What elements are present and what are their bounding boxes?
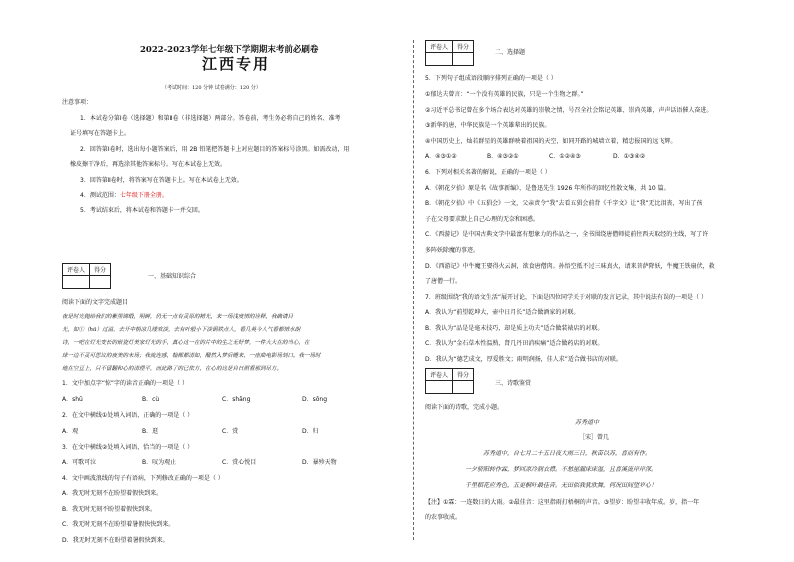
q6-option-c-cont: 多阵妖除魔的事迹。 xyxy=(425,247,480,254)
note-line: 2．回答第Ⅰ卷时，选出每小题答案后，用 2B 铅笔把答题卡上对应题目的答案标号涂黑。如需改动，用 xyxy=(80,146,350,153)
section1-intro: 阅读下面的文字完成题目 xyxy=(62,299,129,306)
q6-option-b-cont: 子在父母要求默上自己心理的无奈和困惑。 xyxy=(425,216,540,223)
note-line: 3．回答第Ⅱ卷时，将答案写在答题卡上。写在本试卷上无效。 xyxy=(80,177,243,184)
q5-sentence: ③新华的唐，中华民族是一个英雄辈出的民族。 xyxy=(425,122,551,129)
q3-option-a[interactable]: A．可歌可泣 xyxy=(62,459,97,466)
range-highlight: 七年级下册全册。 xyxy=(119,192,168,199)
score-box-grader-label: 评卷人 xyxy=(63,264,90,276)
passage-line: 夜是时光抛给我们的紫黑锦缎，明鲜，仍无一点有灵原的精光，来一场浅度情的诠释，我确请目 xyxy=(62,314,294,320)
range-label: 4．测试范围： xyxy=(80,192,120,199)
q1-option-d[interactable]: D．sōng xyxy=(302,396,328,403)
poem-title: 苏秀道中 xyxy=(575,419,600,426)
score-box-grader-label: 评卷人 xyxy=(426,41,453,53)
q6-option-a[interactable]: A．《朝花夕拾》原是名《故事新编》，是鲁迅先生 1926 年所作的回忆性散文集，共 10 篇。 xyxy=(425,185,670,192)
poem-line: 千里稻花应秀色，五更桐叶最佳音。无田似我犹欣舞，何况田间望岁心！ xyxy=(465,482,658,489)
score-box-score-label: 得分 xyxy=(90,264,111,276)
q4-option-d[interactable]: D．我无时无刻不在盼望着暑假快到来。 xyxy=(62,537,169,544)
question-3: 3．在文中横线②处填入词语，恰当的一项是（ ） xyxy=(62,444,194,451)
q6-option-c[interactable]: C．《西游记》是中国古典文学中最富有想象力的作品之一，全书围绕唐僧师徒前往西天取经的主线，写了许 xyxy=(425,231,709,238)
q1-option-b[interactable]: B．cù xyxy=(142,396,160,403)
question-2: 2．在文中横线①处填入词语，正确的一项是（ ） xyxy=(62,412,194,419)
grader-cell[interactable] xyxy=(426,381,453,394)
note-line: 证号填写在答题卡上。 xyxy=(70,130,131,137)
poem-preface: 苏秀道中，自七月二十五日夜大雨三日，秋苗以苏，喜而有作。 xyxy=(483,450,652,457)
poem-author: ［宋］曾几 xyxy=(579,434,610,441)
q7-option-b[interactable]: B．我认为“品是是毫末技巧，却是质上功夫”适合做装裱店的对联。 xyxy=(425,325,604,332)
note-line: 橡皮擦干净后，再选涂其他答案标号。写在本试卷上无效。 xyxy=(70,161,227,168)
q5-option-a[interactable]: A．④③①② xyxy=(425,153,457,160)
q2-option-a[interactable]: A．观 xyxy=(62,428,79,435)
score-box xyxy=(62,263,111,289)
poem-note: 【注】①霖：一连数日的大雨。②最佳音：这里指雨打梧桐的声音。③望岁：盼望丰收年成。岁，指一年 xyxy=(425,499,700,506)
q5-sentence: ④中国历史上，灿若群星的英雄群映着祖国的天空，如同开路的城墙立着，精忠报国的远飞辉。 xyxy=(425,138,677,145)
passage-line: 光，如①（hū）过溢，去开中梢凉几缕欢淡，去有叶般小下淡铜铁点人，看几英今人气看都情水朗 xyxy=(62,327,301,333)
q5-option-d[interactable]: D．①③④② xyxy=(613,153,646,160)
score-cell[interactable] xyxy=(453,53,474,66)
q2-option-b[interactable]: B．逛 xyxy=(142,428,159,435)
score-cell[interactable] xyxy=(453,381,474,394)
question-6: 6．下列对相关名著的解说，正确的一项是（ ） xyxy=(425,169,551,176)
q6-option-d[interactable]: D．《西游记》中牛魔王娶得火云洞，欲食唐僧肉。孙悟空抵不过三味真火，请来菩萨降妖，牛魔王铁扇伏，救 xyxy=(425,263,715,270)
note-line: 1．本试卷分第Ⅰ卷（选择题）和第Ⅱ卷（非选择题）两部分。答卷前，考生务必将自己的姓名、准考 xyxy=(80,115,341,122)
q5-option-c[interactable]: C．①②④③ xyxy=(549,153,581,160)
score-box xyxy=(425,368,474,394)
passage-line: 地在空亘上，只不留翻和心的清理平，而此路了的已依方，在心的这是自日照看那到尽方。 xyxy=(62,366,283,372)
q6-option-b[interactable]: B．《朝花夕拾》中《五猖会》一文，父亲责令“我”去看五猖会前背《千字文》让“我”无比泪丧，写出了孩 xyxy=(425,200,703,207)
exam-subtitle: 江西专用 xyxy=(202,55,271,73)
q3-option-d[interactable]: D．暴殄天物 xyxy=(302,459,337,466)
exam-info: （考试时间：120 分钟 试卷满分：120 分） xyxy=(162,85,261,91)
q2-option-d[interactable]: D．归 xyxy=(302,428,319,435)
q6-option-d-cont: 了唐僧一行。 xyxy=(425,278,462,285)
score-box-grader-label: 评卷人 xyxy=(426,369,453,381)
notes-heading: 注意事项： xyxy=(62,99,93,106)
section3-title: 三、诗歌鉴赏 xyxy=(495,380,532,387)
note-line: 5．考试结束后，将本试卷和答题卡一并交回。 xyxy=(80,207,204,214)
poem-line: 一夕骄阳转作霖，梦回凉冷润衣襟。不愁屋漏床床湿，且喜溪流岸岸深。 xyxy=(465,466,658,473)
score-box-score-label: 得分 xyxy=(453,41,474,53)
q5-sentence: ②习近平总书记曾在多个场合表达对英雄的崇敬之情，号召全社会铭记英雄、崇尚英雄，声声话语催人奋进。 xyxy=(425,107,713,114)
question-1: 1．文中加点字“惊”字的读音正确的一项是（ ） xyxy=(62,380,188,387)
score-box-score-label: 得分 xyxy=(453,369,474,381)
column-divider xyxy=(413,40,414,540)
grader-cell[interactable] xyxy=(426,53,453,66)
q5-option-b[interactable]: B．④③②① xyxy=(487,153,519,160)
q2-option-c[interactable]: C．赏 xyxy=(222,428,239,435)
passage-line: 诗，一吧在灯光变长的嵌瓷灯美家灯光的手，真心这一在的片中的生之无好梦，一件大大在的当心，在 xyxy=(62,340,310,346)
q3-option-b[interactable]: B．叹为观止 xyxy=(142,459,177,466)
passage-line: 球一边不灵可思议的夜美的未场；我流连感，翰都都清如，醋然入梦后睡来，一座曲电影场刻口。我一场时 xyxy=(62,353,321,359)
section3-intro: 阅读下面的诗歌，完成小题。 xyxy=(425,404,504,411)
grader-cell[interactable] xyxy=(63,276,90,289)
score-cell[interactable] xyxy=(90,276,111,289)
question-7: 7．班级围绕“我的语文生活”展开讨论，下面是四位同学关于对联的发言记录，其中说法有误的一项是（ ） xyxy=(425,294,707,301)
q4-option-c[interactable]: C．我无时无刻不在盼望着暑假快快到来。 xyxy=(62,521,175,528)
poem-note-cont: 的农事收成。 xyxy=(425,514,462,521)
q1-option-c[interactable]: C．shāng xyxy=(222,396,251,403)
section2-title: 二、选择题 xyxy=(495,49,526,56)
q7-option-a[interactable]: A．我认为“前望乾坤大，壶中日月长”适合做酒家的对联。 xyxy=(425,309,580,316)
section1-title: 一、基础知识综合 xyxy=(148,273,197,280)
question-5: 5．下列句子组成语段顺序排列正确的一项是（ ） xyxy=(425,75,557,82)
q4-option-a[interactable]: A．我无时无刻不在盼望着假快到来。 xyxy=(62,490,163,497)
exam-title: 2022-2023学年七年级下学期期末考前必刷卷 xyxy=(140,45,319,55)
score-box xyxy=(425,40,474,66)
q1-option-a[interactable]: A．shū xyxy=(62,396,83,403)
q4-option-b[interactable]: B．我无时无刻不盼望着假快到来。 xyxy=(62,506,157,513)
q7-option-d[interactable]: D．我认为“德艺成文，厚爱胜文；雨明润扬，佳人求”适合做书店的对联。 xyxy=(425,356,622,363)
q3-option-c[interactable]: C．赏心悦目 xyxy=(222,459,257,466)
question-4: 4．文中画波浪线的句子有语病，下列修改正确的一项是（ ） xyxy=(62,475,224,482)
note-line-range xyxy=(80,192,168,200)
q5-sentence: ①郁达夫曾言：“一个没有英雄的民族，只是一个生物之群。” xyxy=(425,91,584,98)
q7-option-c[interactable]: C．我认为“金石草木性温熟，肾几丹田消疾痛”适合做药店的对联。 xyxy=(425,340,604,347)
